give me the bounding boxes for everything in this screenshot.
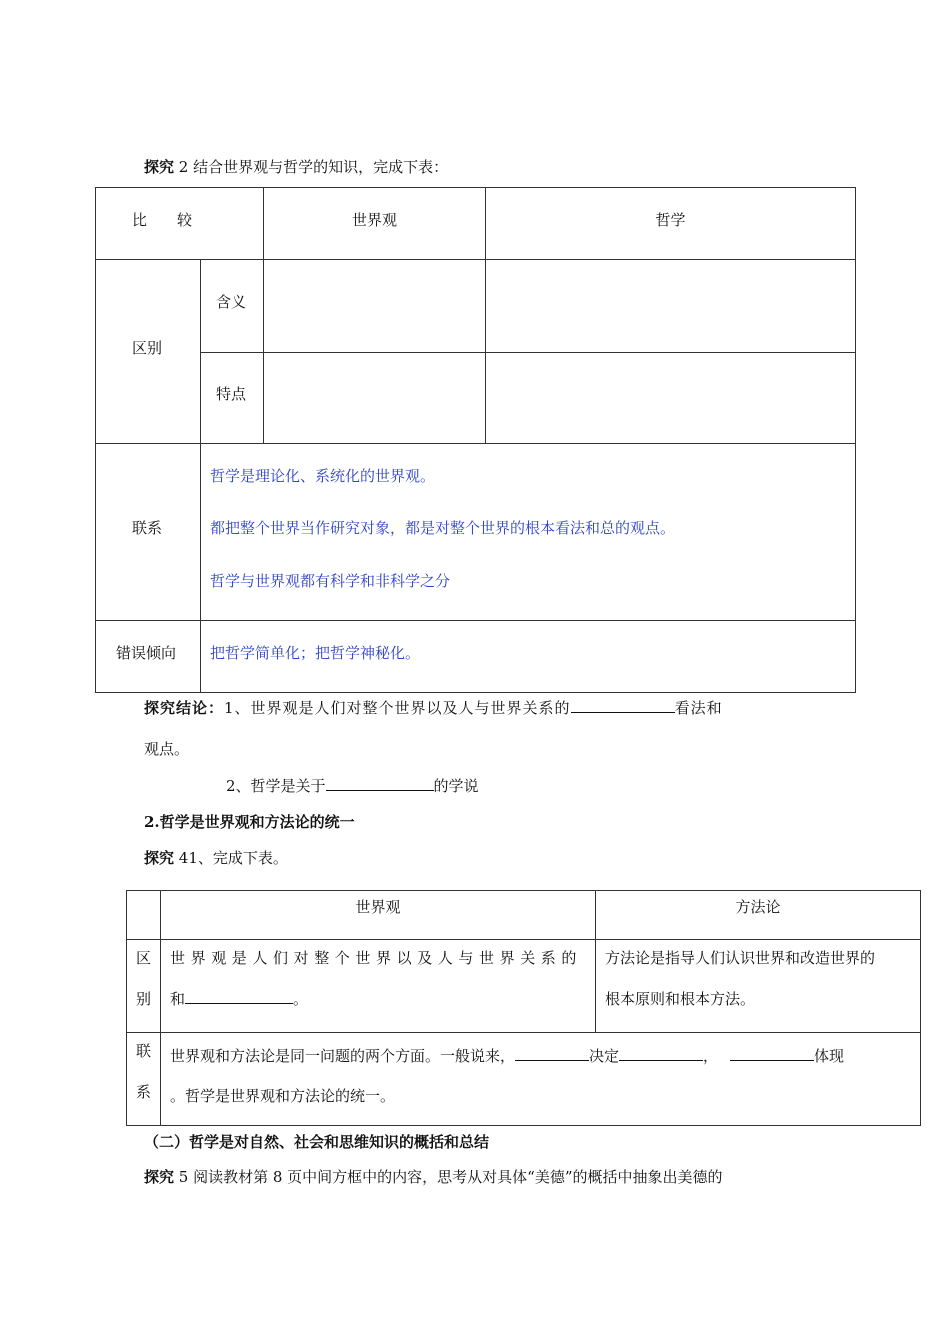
fill-blank[interactable] <box>571 697 675 713</box>
t2-conn-line2: 。哲学是世界观和方法论的统一。 <box>170 1087 396 1105</box>
table-border <box>95 692 856 693</box>
conclusion-1a: 1、世界观是人们对整个世界以及人与世界关系的 <box>224 699 571 717</box>
section3-title: （二）哲学是对自然、社会和思维知识的概括和总结 <box>144 1133 490 1151</box>
conclusion-1b: 看法和 <box>674 699 723 717</box>
row-connection: 联系 <box>132 519 163 537</box>
t2-conn-1b: 决定 <box>589 1047 620 1065</box>
t2-col-worldview: 世界观 <box>355 898 401 916</box>
col-compare: 比 较 <box>132 211 193 229</box>
t2-worldview-line1: 世界观是人们对整个世界以及人与世界关系的 <box>170 949 583 967</box>
t2-method-line2: 根本原则和根本方法。 <box>605 990 756 1008</box>
section2-title: 2.哲学是世界观和方法论的统一 <box>144 813 355 831</box>
explore4-heading <box>144 847 288 868</box>
sub-feature: 特点 <box>216 385 247 403</box>
table-rule <box>200 352 856 353</box>
explore5-bold: 探究 <box>144 1168 175 1186</box>
row-difference: 区别 <box>132 339 163 357</box>
conclusion-label: 探究结论： <box>144 699 225 717</box>
fill-blank[interactable] <box>730 1045 814 1061</box>
explore2-heading-bold: 探究 <box>144 158 175 176</box>
table-border <box>126 890 127 1126</box>
t2-row-conn-1: 联 <box>136 1042 152 1060</box>
connection-line: 哲学与世界观都有科学和非科学之分 <box>210 572 451 590</box>
table-rule <box>160 890 161 1126</box>
row-error: 错误倾向 <box>116 644 177 662</box>
t2-worldview-period: 。 <box>293 990 309 1008</box>
table-border <box>920 890 921 1126</box>
table-border <box>95 187 856 188</box>
table-rule <box>95 259 856 260</box>
explore5-rest: 5 阅读教材第 8 页中间方框中的内容，思考从对具体“美德”的概括中抽象出美德的 <box>174 1168 723 1186</box>
table-rule <box>95 443 856 444</box>
explore2-heading-rest: 2 结合世界观与哲学的知识，完成下表： <box>174 158 449 176</box>
conclusion-1 <box>144 697 723 718</box>
table-border <box>126 1125 921 1126</box>
explore5-heading <box>144 1166 723 1187</box>
connection-line: 哲学是理论化、系统化的世界观。 <box>210 467 436 485</box>
conclusion-2 <box>226 775 479 796</box>
conclusion-1c: 观点。 <box>144 740 190 758</box>
explore4-bold: 探究 <box>144 849 175 867</box>
t2-worldview-line2 <box>170 988 308 1009</box>
fill-blank[interactable] <box>515 1045 589 1061</box>
table-border <box>855 187 856 693</box>
table-rule <box>200 259 201 693</box>
explore2-heading <box>144 156 448 177</box>
t2-conn-1a: 世界观和方法论是同一问题的两个方面。一般说来， <box>170 1047 516 1065</box>
conclusion-2b: 的学说 <box>433 777 479 795</box>
t2-col-methodology: 方法论 <box>735 898 781 916</box>
table-border <box>95 187 96 693</box>
fill-blank[interactable] <box>326 775 434 791</box>
table-rule <box>126 1032 921 1033</box>
sub-meaning: 含义 <box>216 293 247 311</box>
fill-blank[interactable] <box>185 988 293 1004</box>
t2-conn-1d: 体现 <box>814 1047 845 1065</box>
table-border <box>126 890 921 891</box>
t2-conn-line1 <box>170 1045 844 1066</box>
t2-row-diff-1: 区 <box>136 949 152 967</box>
col-worldview: 世界观 <box>351 211 397 229</box>
table-rule <box>95 620 856 621</box>
col-philosophy: 哲学 <box>655 211 686 229</box>
connection-line: 都把整个世界当作研究对象，都是对整个世界的根本看法和总的观点。 <box>210 519 676 537</box>
table-rule <box>126 939 921 940</box>
t2-row-conn-2: 系 <box>136 1083 152 1101</box>
fill-blank[interactable] <box>619 1045 703 1061</box>
explore4-rest: 41、完成下表。 <box>174 849 288 867</box>
error-text: 把哲学简单化；把哲学神秘化。 <box>210 644 421 662</box>
t2-conn-1c: ， <box>703 1047 719 1065</box>
t2-row-diff-2: 别 <box>136 990 152 1008</box>
conclusion-2a: 2、哲学是关于 <box>226 777 326 795</box>
t2-worldview-and: 和 <box>170 990 186 1008</box>
t2-method-line1: 方法论是指导人们认识世界和改造世界的 <box>605 949 876 967</box>
